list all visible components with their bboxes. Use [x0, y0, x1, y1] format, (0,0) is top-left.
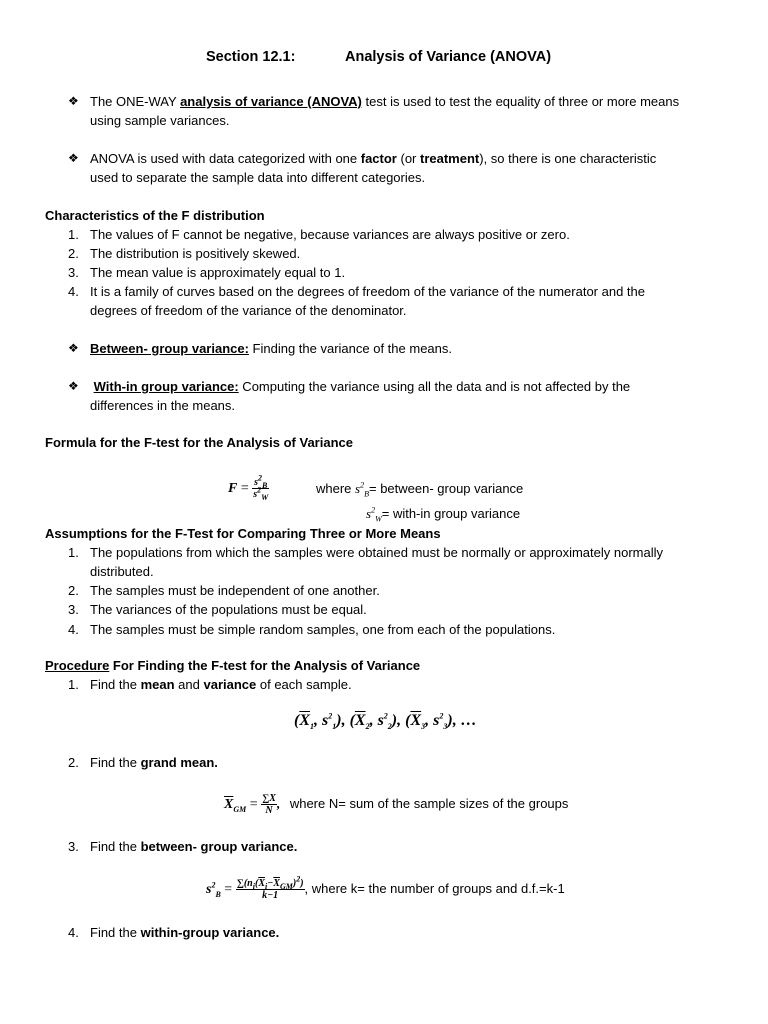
- diamond-bullet-icon: ❖: [68, 94, 79, 108]
- between-variance-formula: $s^2_B$ = $\frac{\sum(n_i(\overline{X}_i-\overline{X}_{GM})^2)}{k-1}$ , where k= the number of groups and d.f.=k-1: [206, 874, 565, 902]
- section-number: Section 12.1:: [206, 49, 296, 65]
- sample-stats-formula: ($\overline{X}_1$, $s^2_1$), ($\overline{X}_2$, $s^2_2$), ($\overline{X}_3$, $s^2_3$), …: [294, 711, 477, 732]
- f-formula: F = $\frac{s^2_B}{s^2_W}$: [228, 473, 269, 503]
- diamond-bullet-icon: ❖: [68, 341, 79, 355]
- procedure-heading: Procedure For Finding the F-test for the Analysis of Variance: [45, 658, 421, 673]
- between-definition: where $s^2_B=$ between- group variance: [316, 480, 524, 499]
- assumptions-heading: Assumptions for the F-Test for Comparing Three or More Means: [45, 526, 441, 541]
- diamond-bullet-icon: ❖: [68, 379, 79, 393]
- page-title: Analysis of Variance (ANOVA): [345, 49, 552, 65]
- grand-mean-formula: $\overline{X}_{GM}$ = $\frac{\sum X}{N}$ , where N= sum of the sample sizes of the groups: [224, 793, 569, 817]
- anova-term: analysis of variance (ANOVA): [180, 94, 362, 109]
- diamond-bullet-icon: ❖: [68, 151, 79, 165]
- formula-heading: Formula for the F-test for the Analysis of Variance: [45, 435, 353, 450]
- within-definition: $s^2_W=$ with-in group variance: [366, 505, 521, 524]
- f-distribution-heading: Characteristics of the F distribution: [45, 208, 265, 223]
